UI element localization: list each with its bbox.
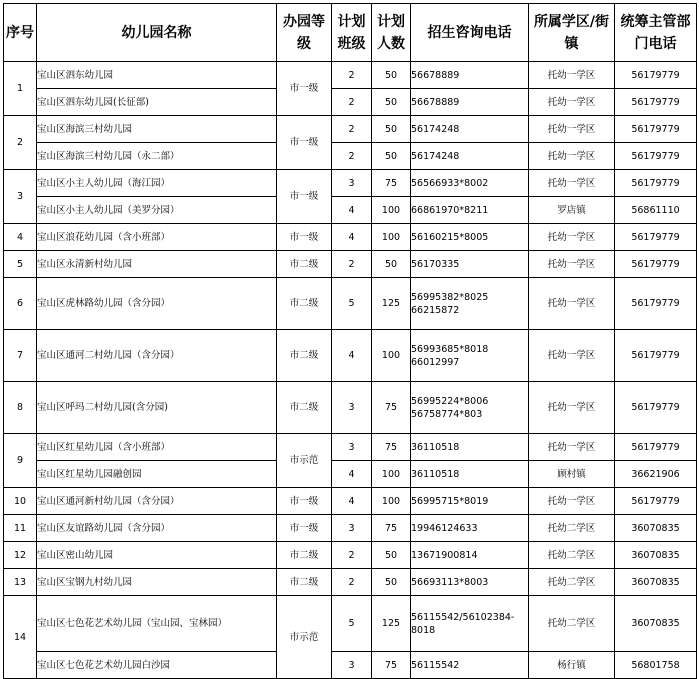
dept-phone: 36070835 [615,596,697,652]
classes: 4 [332,197,372,224]
phone-line: 56993685*8018 [411,343,489,355]
district: 托幼一学区 [529,143,615,170]
kindergarten-enrollment-table [3,3,697,679]
row-index: 10 [4,488,37,515]
header-phone: 招生咨询电话 [411,4,529,62]
row-index: 4 [4,224,37,251]
people: 125 [372,278,411,330]
phone [411,278,529,330]
phone [411,330,529,382]
header-dept-phone: 统筹主管部门电话 [615,4,697,62]
phone: 56115542 [411,652,529,679]
dept-phone: 56179779 [615,116,697,143]
district: 托幼一学区 [529,382,615,434]
header-district: 所属学区/街镇 [529,4,615,62]
classes: 2 [332,251,372,278]
table-row [4,596,697,652]
phone: 66861970*8211 [411,197,529,224]
people: 50 [372,89,411,116]
classes: 2 [332,542,372,569]
classes: 4 [332,330,372,382]
table-row [4,330,697,382]
district: 杨行镇 [529,652,615,679]
classes: 2 [332,89,372,116]
district: 顾村镇 [529,461,615,488]
classes: 3 [332,382,372,434]
table-row [4,382,697,434]
grade: 市一级 [277,515,332,542]
table-row [4,278,697,330]
grade: 市二级 [277,278,332,330]
table-row [4,652,697,679]
classes: 2 [332,62,372,89]
classes: 2 [332,116,372,143]
district: 托幼一学区 [529,434,615,461]
phone-line: 8018 [411,624,436,636]
phone: 36110518 [411,461,529,488]
kindergarten-name: 宝山区浪花幼儿园（含小班部） [37,224,277,251]
classes: 4 [332,224,372,251]
dept-phone: 36070835 [615,542,697,569]
people: 50 [372,542,411,569]
dept-phone: 56179779 [615,330,697,382]
phone: 56160215*8005 [411,224,529,251]
table-row [4,251,697,278]
dept-phone: 56179779 [615,382,697,434]
grade: 市二级 [277,382,332,434]
people: 125 [372,596,411,652]
kindergarten-name: 宝山区密山幼儿园 [37,542,277,569]
phone [411,382,529,434]
dept-phone: 56179779 [615,62,697,89]
row-index: 1 [4,62,37,116]
kindergarten-name: 宝山区小主人幼儿园（美罗分园） [37,197,277,224]
grade: 市一级 [277,488,332,515]
table-row [4,434,697,461]
phone: 36110518 [411,434,529,461]
dept-phone: 56179779 [615,89,697,116]
people: 100 [372,488,411,515]
kindergarten-name: 宝山区七色花艺术幼儿园白沙园 [37,652,277,679]
district: 托幼一学区 [529,330,615,382]
table-row [4,143,697,170]
people: 50 [372,143,411,170]
row-index: 13 [4,569,37,596]
kindergarten-name: 宝山区七色花艺术幼儿园（宝山园、宝林园） [37,596,277,652]
district: 托幼一学区 [529,224,615,251]
row-index: 2 [4,116,37,170]
table-row [4,197,697,224]
kindergarten-name: 宝山区红星幼儿园融创园 [37,461,277,488]
dept-phone: 56179779 [615,224,697,251]
kindergarten-name: 宝山区红星幼儿园（含小班部） [37,434,277,461]
kindergarten-name: 宝山区呼玛二村幼儿园(含分园) [37,382,277,434]
classes: 5 [332,596,372,652]
row-index: 11 [4,515,37,542]
people: 75 [372,382,411,434]
row-index: 14 [4,596,37,679]
grade: 市一级 [277,62,332,116]
kindergarten-name: 宝山区海滨三村幼儿园（永二部） [37,143,277,170]
grade: 市一级 [277,224,332,251]
dept-phone: 36070835 [615,515,697,542]
kindergarten-name: 宝山区海滨三村幼儿园 [37,116,277,143]
people: 100 [372,461,411,488]
classes: 2 [332,569,372,596]
header-row [4,4,697,62]
kindergarten-name: 宝山区宝钢九村幼儿园 [37,569,277,596]
people: 50 [372,116,411,143]
row-index: 3 [4,170,37,224]
people: 75 [372,515,411,542]
grade: 市二级 [277,251,332,278]
district: 托幼一学区 [529,251,615,278]
phone: 56678889 [411,89,529,116]
table-row [4,116,697,143]
phone: 56995715*8019 [411,488,529,515]
header-grade: 办园等级 [277,4,332,62]
table-row [4,89,697,116]
row-index: 8 [4,382,37,434]
header-index: 序号 [4,4,37,62]
classes: 2 [332,143,372,170]
people: 50 [372,569,411,596]
classes: 5 [332,278,372,330]
classes: 3 [332,515,372,542]
people: 50 [372,251,411,278]
district: 托幼二学区 [529,515,615,542]
kindergarten-name: 宝山区小主人幼儿园（海江园） [37,170,277,197]
people: 75 [372,170,411,197]
kindergarten-name: 宝山区泗东幼儿园 [37,62,277,89]
dept-phone: 56801758 [615,652,697,679]
phone: 56174248 [411,143,529,170]
phone-line: 66012997 [411,356,460,368]
district: 托幼一学区 [529,170,615,197]
dept-phone: 36070835 [615,569,697,596]
phone: 56693113*8003 [411,569,529,596]
table-row [4,515,697,542]
phone-line: 66215872 [411,304,460,316]
grade: 市二级 [277,330,332,382]
row-index: 12 [4,542,37,569]
people: 75 [372,652,411,679]
people: 75 [372,434,411,461]
district: 托幼一学区 [529,89,615,116]
phone: 56678889 [411,62,529,89]
table-row [4,461,697,488]
phone [411,596,529,652]
grade: 市一级 [277,170,332,224]
header-people: 计划人数 [372,4,411,62]
kindergarten-name: 宝山区友谊路幼儿园（含分园） [37,515,277,542]
table-row [4,62,697,89]
phone: 56170335 [411,251,529,278]
table-row [4,542,697,569]
row-index: 9 [4,434,37,488]
phone: 56566933*8002 [411,170,529,197]
kindergarten-name: 宝山区通河新村幼儿园（含分园） [37,488,277,515]
district: 托幼一学区 [529,62,615,89]
dept-phone: 56179779 [615,251,697,278]
classes: 4 [332,488,372,515]
table-row [4,224,697,251]
header-name: 幼儿园名称 [37,4,277,62]
row-index: 5 [4,251,37,278]
grade: 市二级 [277,569,332,596]
people: 50 [372,62,411,89]
table-row [4,569,697,596]
classes: 3 [332,652,372,679]
district: 托幼一学区 [529,116,615,143]
grade: 市示范 [277,596,332,679]
district: 托幼一学区 [529,278,615,330]
dept-phone: 56179779 [615,143,697,170]
phone: 19946124633 [411,515,529,542]
district: 托幼二学区 [529,596,615,652]
district: 罗店镇 [529,197,615,224]
kindergarten-name: 宝山区虎林路幼儿园（含分园） [37,278,277,330]
phone-line: 56995382*8025 [411,291,489,303]
district: 托幼二学区 [529,569,615,596]
dept-phone: 56179779 [615,170,697,197]
phone-line: 56758774*803 [411,408,483,420]
row-index: 7 [4,330,37,382]
classes: 3 [332,434,372,461]
phone: 56174248 [411,116,529,143]
table-row [4,488,697,515]
table-row [4,170,697,197]
grade: 市一级 [277,116,332,170]
dept-phone: 56179779 [615,434,697,461]
kindergarten-name: 宝山区通河二村幼儿园（含分园） [37,330,277,382]
grade: 市示范 [277,434,332,488]
kindergarten-name: 宝山区泗东幼儿园(长征部) [37,89,277,116]
row-index: 6 [4,278,37,330]
grade: 市二级 [277,542,332,569]
people: 100 [372,330,411,382]
people: 100 [372,197,411,224]
district: 托幼一学区 [529,488,615,515]
dept-phone: 36621906 [615,461,697,488]
people: 100 [372,224,411,251]
kindergarten-name: 宝山区永清新村幼儿园 [37,251,277,278]
classes: 3 [332,170,372,197]
dept-phone: 56179779 [615,278,697,330]
phone: 13671900814 [411,542,529,569]
dept-phone: 56861110 [615,197,697,224]
phone-line: 56995224*8006 [411,395,489,407]
district: 托幼二学区 [529,542,615,569]
classes: 4 [332,461,372,488]
dept-phone: 56179779 [615,488,697,515]
header-classes: 计划班级 [332,4,372,62]
phone-line: 56115542/56102384- [411,611,515,623]
